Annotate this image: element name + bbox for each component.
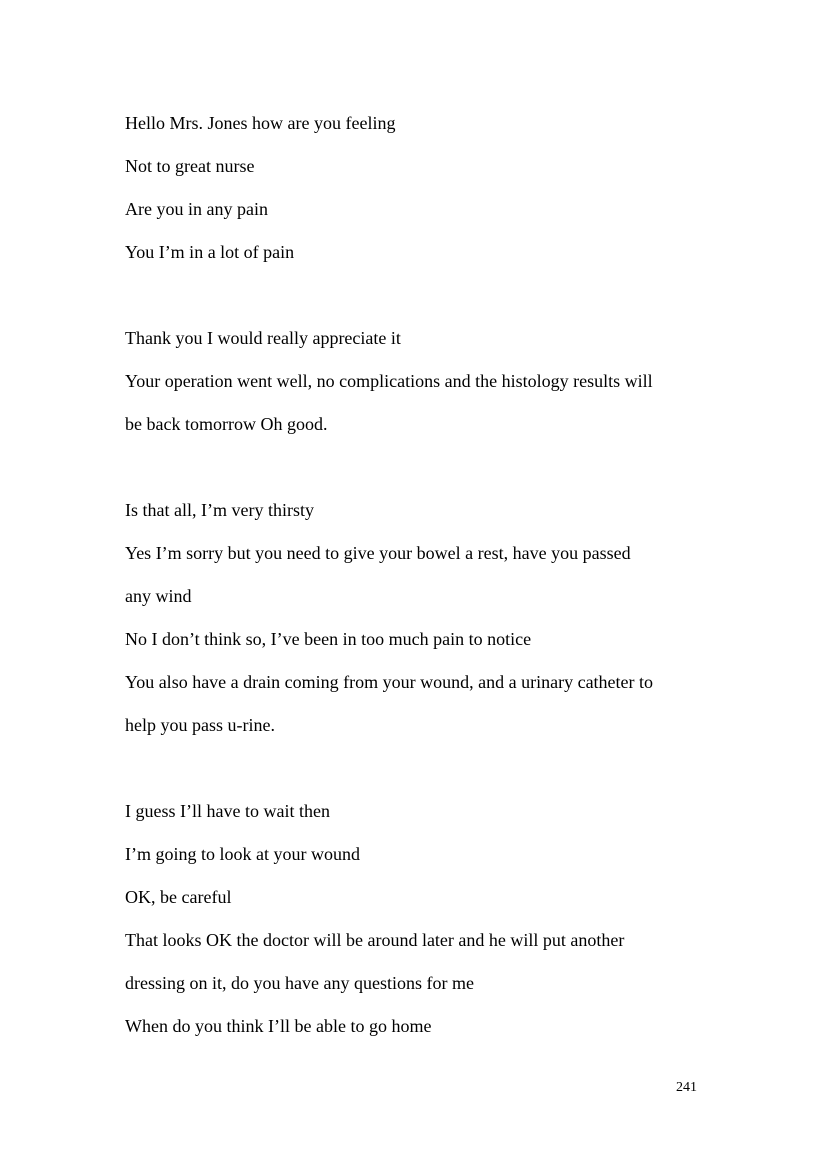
text-line: Thank you I would really appreciate it [125, 328, 401, 348]
text-line: Yes I’m sorry but you need to give your bowel a rest, have you passed [125, 543, 631, 563]
text-line: any wind [125, 586, 192, 606]
text-line: Your operation went well, no complications and the histology results will [125, 371, 653, 391]
text-line: When do you think I’ll be able to go home [125, 1016, 432, 1036]
text-line: Hello Mrs. Jones how are you feeling [125, 113, 396, 133]
text-line: be back tomorrow Oh good. [125, 414, 328, 434]
text-line: OK, be careful [125, 887, 232, 907]
text-line: You I’m in a lot of pain [125, 242, 295, 262]
text-line: Not to great nurse [125, 156, 255, 176]
page-number: 241 [676, 1080, 697, 1095]
text-line: dressing on it, do you have any questions for me [125, 973, 474, 993]
text-line: I guess I’ll have to wait then [125, 801, 330, 821]
text-line: I’m going to look at your wound [125, 844, 360, 864]
text-line: help you pass u-rine. [125, 715, 275, 735]
text-line: You also have a drain coming from your wound, and a urinary catheter to [125, 672, 654, 692]
text-line: That looks OK the doctor will be around later and he will put another [125, 930, 625, 950]
text-line: Are you in any pain [125, 199, 268, 219]
text-line: No I don’t think so, I’ve been in too much pain to notice [125, 629, 532, 649]
text-line: Is that all, I’m very thirsty [125, 500, 314, 520]
